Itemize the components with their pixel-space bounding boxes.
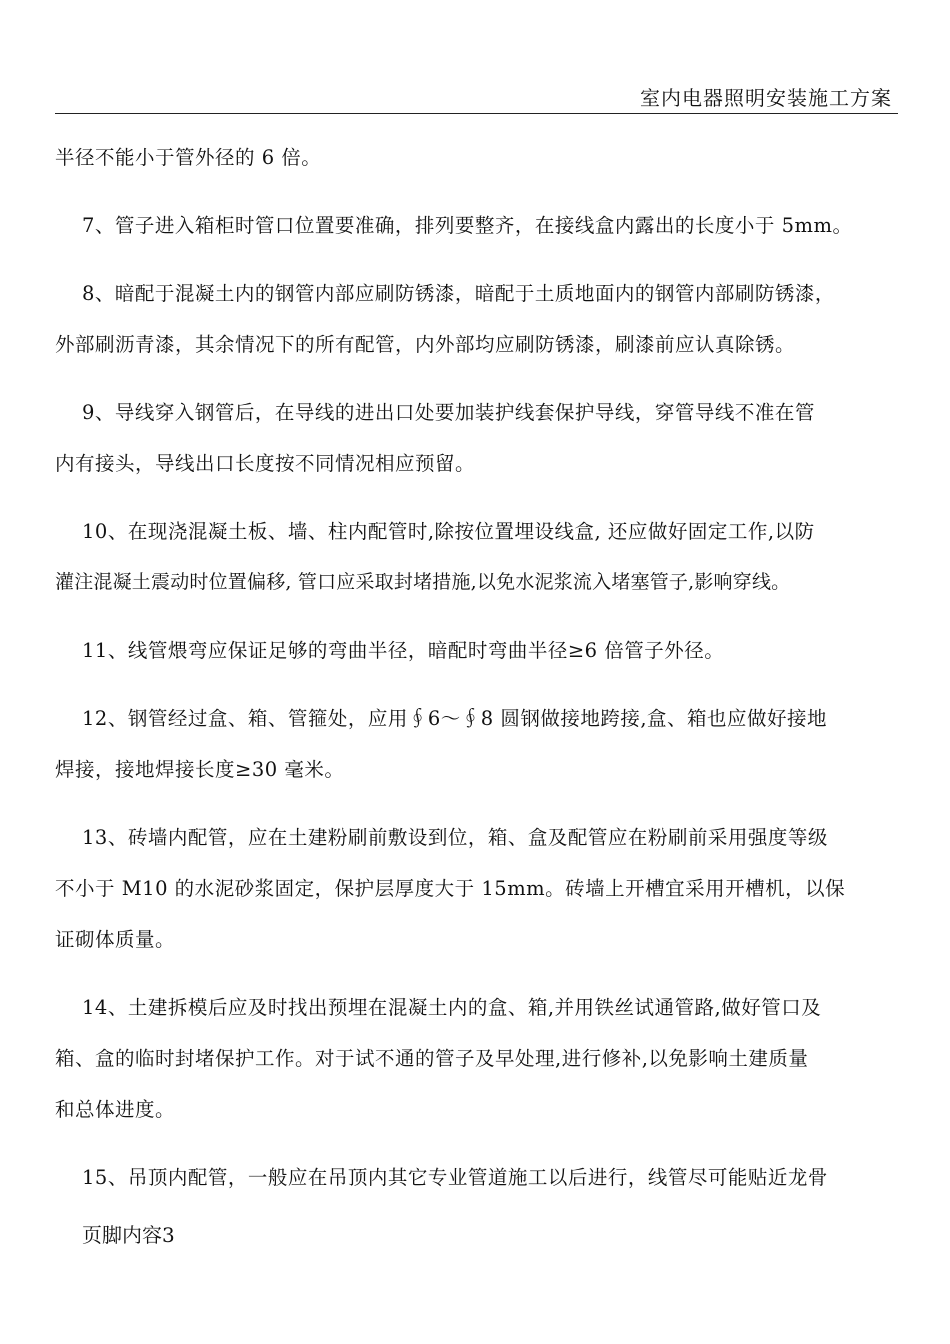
text-line: 13、砖墙内配管，应在土建粉刷前敷设到位，箱、盒及配管应在粉刷前采用强度等级 bbox=[82, 826, 828, 849]
text-line: 箱、盒的临时封堵保护工作。对于试不通的管子及早处理,进行修补,以免影响土建质量 bbox=[55, 1047, 809, 1070]
text-line: 9、导线穿入钢管后，在导线的进出口处要加装护线套保护导线，穿管导线不准在管 bbox=[82, 401, 815, 424]
text-line: 和总体进度。 bbox=[55, 1098, 176, 1121]
text-line: 证砌体质量。 bbox=[55, 928, 176, 951]
text-line: 10、在现浇混凝土板、墙、柱内配管时,除按位置埋设线盒, 还应做好固定工作,以防 bbox=[82, 520, 815, 543]
text-line: 半径不能小于管外径的 6 倍。 bbox=[55, 146, 322, 169]
text-line: 7、管子进入箱柜时管口位置要准确，排列要整齐，在接线盒内露出的长度小于 5mm。 bbox=[82, 214, 853, 237]
text-line: 14、土建拆模后应及时找出预埋在混凝土内的盒、箱,并用铁丝试通管路,做好管口及 bbox=[82, 996, 822, 1019]
text-line: 灌注混凝土震动时位置偏移, 管口应采取封堵措施,以免水泥浆流入堵塞管子,影响穿线。 bbox=[55, 571, 791, 593]
header-rule bbox=[55, 113, 898, 114]
header-title: 室内电器照明安装施工方案 bbox=[640, 86, 892, 110]
text-line: 外部刷沥青漆，其余情况下的所有配管，内外部均应刷防锈漆，刷漆前应认真除锈。 bbox=[55, 333, 796, 356]
text-line: 11、线管煨弯应保证足够的弯曲半径，暗配时弯曲半径≥6 倍管子外径。 bbox=[82, 639, 725, 662]
text-line: 15、吊顶内配管，一般应在吊顶内其它专业管道施工以后进行，线管尽可能贴近龙骨 bbox=[82, 1166, 828, 1189]
text-line: 12、钢管经过盒、箱、管箍处，应用∮6～∮8 圆钢做接地跨接,盒、箱也应做好接地 bbox=[82, 707, 828, 730]
text-line: 内有接头，导线出口长度按不同情况相应预留。 bbox=[55, 452, 476, 475]
footer-text: 页脚内容3 bbox=[82, 1223, 175, 1247]
text-line: 不小于 M10 的水泥砂浆固定，保护层厚度大于 15mm。砖墙上开槽宜采用开槽机，以保 bbox=[55, 877, 846, 900]
text-line: 焊接，接地焊接长度≥30 毫米。 bbox=[55, 758, 345, 781]
text-line: 8、暗配于混凝土内的钢管内部应刷防锈漆，暗配于土质地面内的钢管内部刷防锈漆， bbox=[82, 282, 835, 305]
